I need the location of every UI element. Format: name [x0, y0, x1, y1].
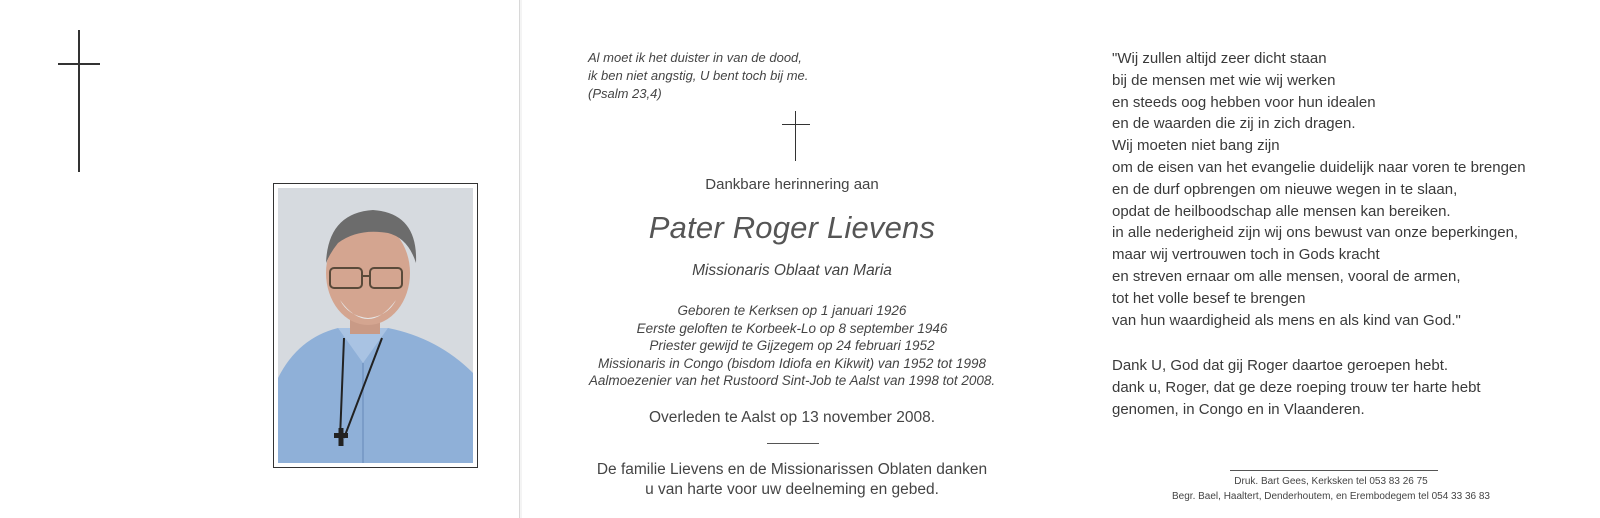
left-panel — [0, 0, 520, 518]
thanks-line: u van harte voor uw deelneming en gebed. — [645, 481, 939, 498]
quote-block — [1112, 48, 1526, 331]
fact-line: Geboren te Kerksen op 1 januari 1926 — [677, 303, 907, 318]
deceased-name: Pater Roger Lievens — [648, 210, 936, 245]
fact-line: Priester gewijd te Gijzegem op 24 februari 1952 — [649, 338, 935, 353]
life-facts — [522, 302, 1062, 390]
fact-line: Missionaris in Congo (bisdom Idiofa en Kikwit) van 1952 tot 1998 — [598, 355, 986, 371]
quote-line: tot het volle besef te brengen — [1112, 289, 1306, 307]
religious-order: Missionaris Oblaat van Maria — [692, 262, 892, 279]
quote-line: om de eisen van het evangelie duidelijk naar voren te brengen — [1112, 158, 1526, 176]
quote-line: en steeds oog hebben voor hun idealen — [1112, 93, 1376, 111]
quote-line: en de waarden die zij in zich dragen. — [1112, 115, 1356, 133]
closing-line: Dank U, God dat gij Roger daartoe geroepen hebt. — [1112, 357, 1449, 374]
closing-line: dank u, Roger, dat ge deze roeping trouw ter harte hebt — [1112, 378, 1481, 396]
intro-text: Dankbare herinnering aan — [705, 176, 879, 193]
printer-credits — [1062, 474, 1600, 504]
verse-line: ik ben niet angstig, U bent toch bij me. — [588, 68, 809, 83]
quote-line: in alle nederigheid zijn wij ons bewust van onze beperkingen, — [1112, 224, 1519, 242]
quote-line: "Wij zullen altijd zeer dicht staan — [1112, 50, 1327, 67]
printer-line: Druk. Bart Gees, Kerksken tel 053 83 26 75 — [1234, 476, 1428, 487]
quote-line: en de durf opbrengen om nieuwe wegen in te slaan, — [1112, 180, 1458, 198]
quote-line: maar wij vertrouwen toch in Gods kracht — [1112, 246, 1380, 264]
quote-line: opdat de heilboodschap alle mensen kan bereiken. — [1112, 202, 1451, 220]
divider — [767, 443, 819, 444]
quote-line: van hun waardigheid als mens en als kind van God." — [1112, 311, 1461, 329]
verse-reference: (Psalm 23,4) — [588, 86, 662, 101]
closing-line: genomen, in Congo en in Vlaanderen. — [1112, 400, 1365, 418]
quote-line: en streven ernaar om alle mensen, vooral de armen, — [1112, 267, 1461, 285]
portrait-frame — [273, 183, 478, 468]
quote-line: bij de mensen met wie wij werken — [1112, 71, 1336, 89]
quote-line: Wij moeten niet bang zijn — [1112, 137, 1280, 155]
verse-line: Al moet ik het duister in van de dood, — [588, 50, 802, 65]
fact-line: Aalmoezenier van het Rustoord Sint-Job te Aalst van 1998 tot 2008. — [588, 373, 996, 388]
death-notice: Overleden te Aalst op 13 november 2008. — [648, 409, 936, 426]
latin-cross-icon — [58, 30, 100, 172]
fact-line: Eerste geloften te Korbeek-Lo op 8 september 1946 — [636, 320, 948, 336]
portrait-photo — [278, 188, 473, 463]
psalm-verse — [588, 49, 808, 103]
portrait-illustration — [278, 188, 473, 463]
divider — [1230, 470, 1438, 471]
latin-cross-icon — [782, 111, 810, 161]
thanks-line: De familie Lievens en de Missionarissen Oblaten danken — [596, 461, 988, 478]
closing-text — [1112, 355, 1481, 420]
undertaker-line: Begr. Bael, Haaltert, Denderhoutem, en Erembodegem tel 054 33 36 83 — [1172, 491, 1490, 502]
family-thanks — [522, 460, 1062, 500]
